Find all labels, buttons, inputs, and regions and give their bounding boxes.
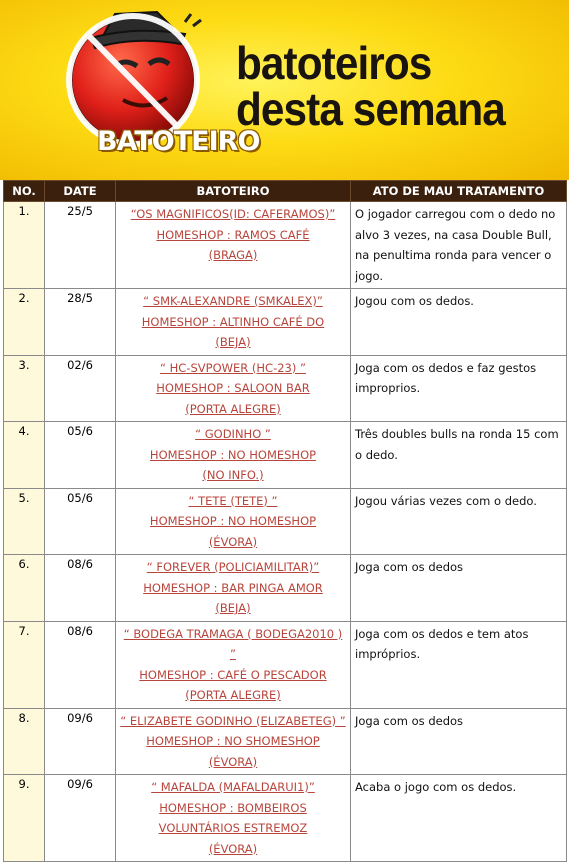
logo-text: BATOTEIRO (97, 126, 260, 157)
row-date: 02/6 (45, 355, 116, 422)
row-offense: Joga com os dedos e tem atos impróprios. (351, 621, 567, 708)
cheater-cell (116, 708, 351, 775)
row-date: 28/5 (45, 289, 116, 356)
cheater-cell (116, 289, 351, 356)
cheater-cell (116, 775, 351, 862)
cheater-name-link[interactable]: “ BODEGA TRAMAGA ( BODEGA2010 ) ” (123, 626, 343, 661)
page-title (236, 37, 505, 135)
cheater-homeshop-link[interactable]: HOMESHOP : BOMBEIROS VOLUNTÁRIOS ESTREMOZ (158, 800, 308, 835)
cheater-city-link[interactable]: (BRAGA) (208, 248, 258, 262)
cheater-name-link[interactable]: “ SMK-ALEXANDRE (SMKALEX)” (143, 294, 323, 308)
row-offense: O jogador carregou com o dedo no alvo 3 vezes, na casa Double Bull, na penultima ronda para vencer o jogo. (351, 202, 567, 289)
row-number: 4. (4, 422, 45, 489)
cheater-city-link[interactable]: (BEJA) (215, 601, 251, 615)
headline-line-1: batoteiros (236, 37, 432, 89)
table-row (4, 289, 567, 356)
cheater-name-link[interactable]: “ HC-SVPOWER (HC-23) ” (160, 360, 306, 375)
cheater-cell (116, 422, 351, 489)
row-number: 8. (4, 708, 45, 775)
cheater-city-link[interactable]: (ÉVORA) (208, 841, 258, 856)
row-offense: Jogou várias vezes com o dedo. (351, 488, 567, 555)
cheater-cell (116, 621, 351, 708)
cheater-name-link[interactable]: “OS MAGNIFICOS(ID: CAFERAMOS)” (130, 207, 336, 221)
cheater-name-link[interactable]: “ GODINHO ” (195, 427, 271, 441)
cheater-cell (116, 488, 351, 555)
table-row (4, 488, 567, 555)
cheater-city-link[interactable]: (ÉVORA) (208, 534, 258, 549)
cheater-name-link[interactable]: “ MAFALDA (MAFALDARUI1)” (151, 780, 315, 794)
row-date: 08/6 (45, 621, 116, 708)
column-header-batoteiro: BATOTEIRO (116, 181, 351, 202)
row-offense: Joga com os dedos (351, 708, 567, 775)
table-row (4, 621, 567, 708)
cheater-homeshop-link[interactable]: HOMESHOP : CAFÉ O PESCADOR (139, 667, 327, 682)
row-offense: Joga com os dedos (351, 555, 567, 622)
cheater-name-link[interactable]: “ FOREVER (POLICIAMILITAR)” (146, 560, 320, 574)
cheater-name-link[interactable]: “ TETE (TETE) ” (188, 493, 278, 508)
row-number: 5. (4, 488, 45, 555)
row-number: 7. (4, 621, 45, 708)
row-number: 6. (4, 555, 45, 622)
row-offense: Jogou com os dedos. (351, 289, 567, 356)
cheater-homeshop-link[interactable]: HOMESHOP : RAMOS CAFÉ (156, 227, 310, 242)
cheater-city-link[interactable]: (PORTA ALEGRE) (185, 688, 281, 702)
cheaters-table (3, 180, 567, 862)
headline-line-2: desta semana (236, 83, 505, 135)
cheater-cell (116, 355, 351, 422)
table-row (4, 708, 567, 775)
cheater-homeshop-link[interactable]: HOMESHOP : NO HOMESHOP (149, 447, 317, 462)
table-row (4, 775, 567, 862)
cheater-cell (116, 555, 351, 622)
row-date: 09/6 (45, 708, 116, 775)
column-header-no: NO. (4, 181, 45, 202)
cheater-homeshop-link[interactable]: HOMESHOP : NO HOMESHOP (149, 514, 317, 528)
row-number: 1. (4, 202, 45, 289)
column-header-ato: ATO DE MAU TRATAMENTO (351, 181, 567, 202)
header-banner (0, 0, 569, 180)
row-number: 2. (4, 289, 45, 356)
cheater-city-link[interactable]: (BEJA) (215, 335, 251, 349)
table-row (4, 355, 567, 422)
row-date: 25/5 (45, 202, 116, 289)
cheater-homeshop-link[interactable]: HOMESHOP : ALTINHO CAFÉ DO (141, 314, 325, 329)
table-row (4, 422, 567, 489)
row-number: 9. (4, 775, 45, 862)
row-offense: Joga com os dedos e faz gestos improprios. (351, 355, 567, 422)
cheater-homeshop-link[interactable]: HOMESHOP : SALOON BAR (156, 381, 310, 395)
row-date: 05/6 (45, 422, 116, 489)
cheater-homeshop-link[interactable]: HOMESHOP : BAR PINGA AMOR (143, 580, 323, 595)
row-date: 08/6 (45, 555, 116, 622)
table-body (4, 202, 567, 862)
table-header-row (4, 181, 567, 202)
row-offense: Acaba o jogo com os dedos. (351, 775, 567, 862)
cheater-city-link[interactable]: (PORTA ALEGRE) (185, 401, 281, 416)
row-date: 05/6 (45, 488, 116, 555)
cheater-city-link[interactable]: (NO INFO.) (202, 468, 264, 482)
column-header-date: DATE (45, 181, 116, 202)
cheater-city-link[interactable]: (ÉVORA) (208, 754, 258, 769)
table-row (4, 202, 567, 289)
cheater-homeshop-link[interactable]: HOMESHOP : NO SHOMESHOP (146, 734, 320, 748)
row-offense: Três doubles bulls na ronda 15 com o dedo. (351, 422, 567, 489)
table-row (4, 555, 567, 622)
cheater-name-link[interactable]: “ ELIZABETE GODINHO (ELIZABETEG) ” (120, 713, 346, 728)
batoteiro-logo (45, 8, 260, 173)
row-number: 3. (4, 355, 45, 422)
row-date: 09/6 (45, 775, 116, 862)
cheater-cell (116, 202, 351, 289)
